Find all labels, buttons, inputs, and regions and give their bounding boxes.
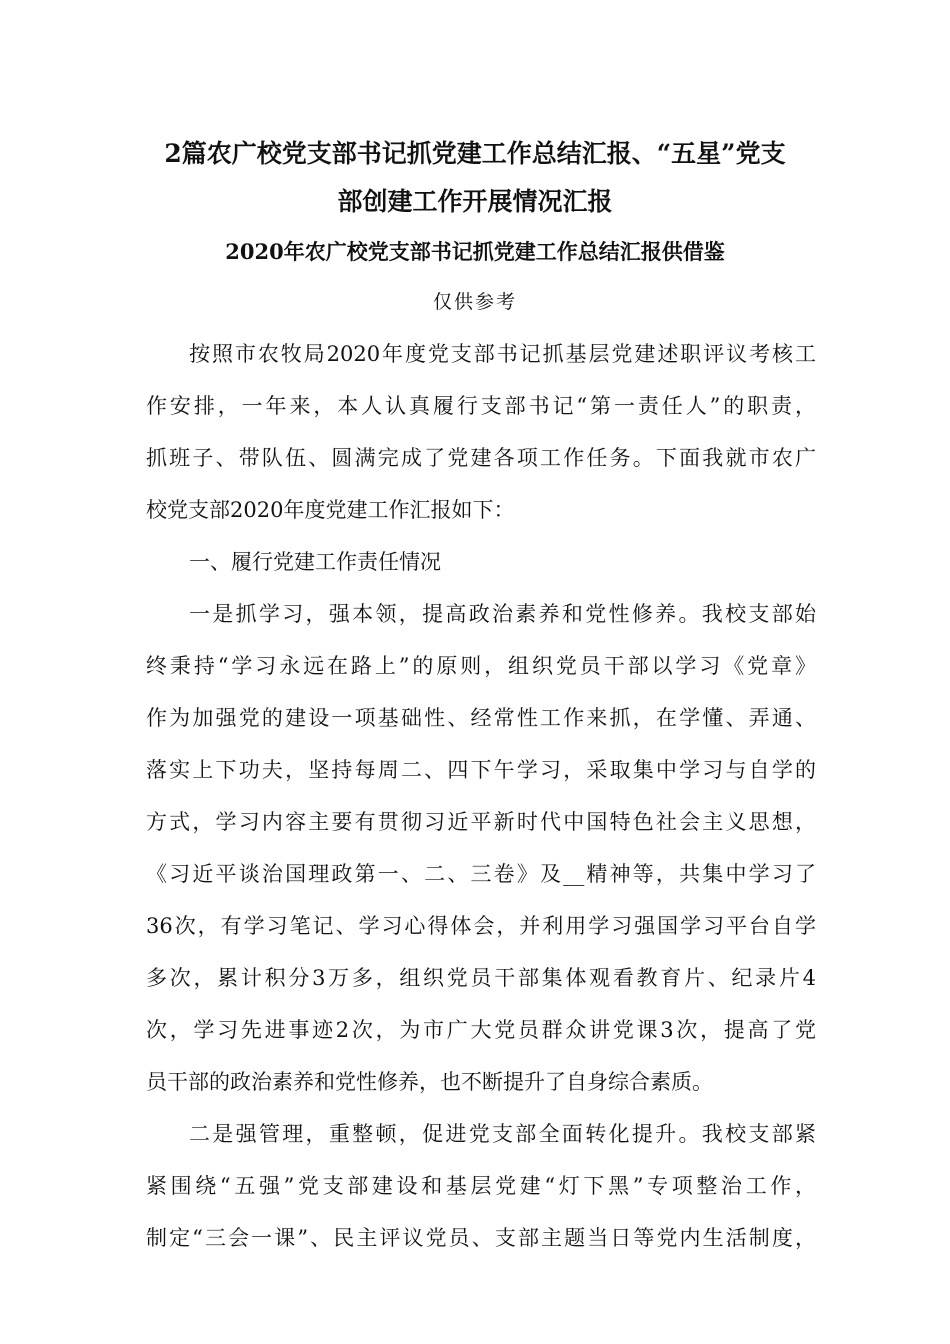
paragraph-line: 抓班子、带队伍、圆满完成了党建各项工作任务。下面我就市农广 bbox=[146, 446, 816, 470]
paragraph-line: 校党支部2020年度党建工作汇报如下： bbox=[146, 498, 515, 522]
paragraph-line: 制定“三会一课”、民主评议党员、支部主题当日等党内生活制度， bbox=[146, 1226, 816, 1250]
paragraph-line: 36次，有学习笔记、学习心得体会，并利用学习强国学习平台自学 bbox=[146, 914, 816, 938]
section-heading: 一、履行党建工作责任情况 bbox=[189, 550, 441, 574]
paragraph-line: 落实上下功夫，坚持每周二、四下午学习，采取集中学习与自学的 bbox=[146, 758, 816, 782]
paragraph-line: 《习近平谈治国理政第一、二、三卷》及__精神等，共集中学习了 bbox=[146, 862, 816, 886]
paragraph-line: 员干部的政治素养和党性修养，也不断提升了自身综合素质。 bbox=[146, 1070, 713, 1094]
paragraph-line: 二是强管理，重整顿，促进党支部全面转化提升。我校支部紧 bbox=[189, 1122, 816, 1146]
paragraph-line: 作为加强党的建设一项基础性、经常性工作来抓，在学懂、弄通、 bbox=[146, 706, 816, 730]
paragraph-line: 按照市农牧局2020年度党支部书记抓基层党建述职评议考核工 bbox=[189, 342, 816, 366]
paragraph-line: 作安排，一年来，本人认真履行支部书记“第一责任人”的职责， bbox=[146, 394, 816, 418]
paragraph-line: 紧围绕“五强”党支部建设和基层党建“灯下黑”专项整治工作， bbox=[146, 1174, 816, 1198]
document-title-line-1: 2篇农广校党支部书记抓党建工作总结汇报、“五星”党支 bbox=[164, 139, 786, 168]
paragraph-line: 终秉持“学习永远在路上”的原则，组织党员干部以学习《党章》 bbox=[146, 654, 816, 678]
paragraph-line: 一是抓学习，强本领，提高政治素养和党性修养。我校支部始 bbox=[189, 602, 816, 626]
reference-note: 仅供参考 bbox=[432, 291, 517, 313]
paragraph-line: 方式，学习内容主要有贯彻习近平新时代中国特色社会主义思想， bbox=[146, 810, 816, 834]
document-subtitle: 2020年农广校党支部书记抓党建工作总结汇报供借鉴 bbox=[225, 239, 725, 264]
paragraph-line: 次，学习先进事迹2次，为市广大党员群众讲党课3次，提高了党 bbox=[146, 1018, 816, 1042]
document-title-line-2: 部创建工作开展情况汇报 bbox=[337, 187, 613, 216]
paragraph-line: 多次，累计积分3万多，组织党员干部集体观看教育片、纪录片4 bbox=[146, 966, 816, 990]
